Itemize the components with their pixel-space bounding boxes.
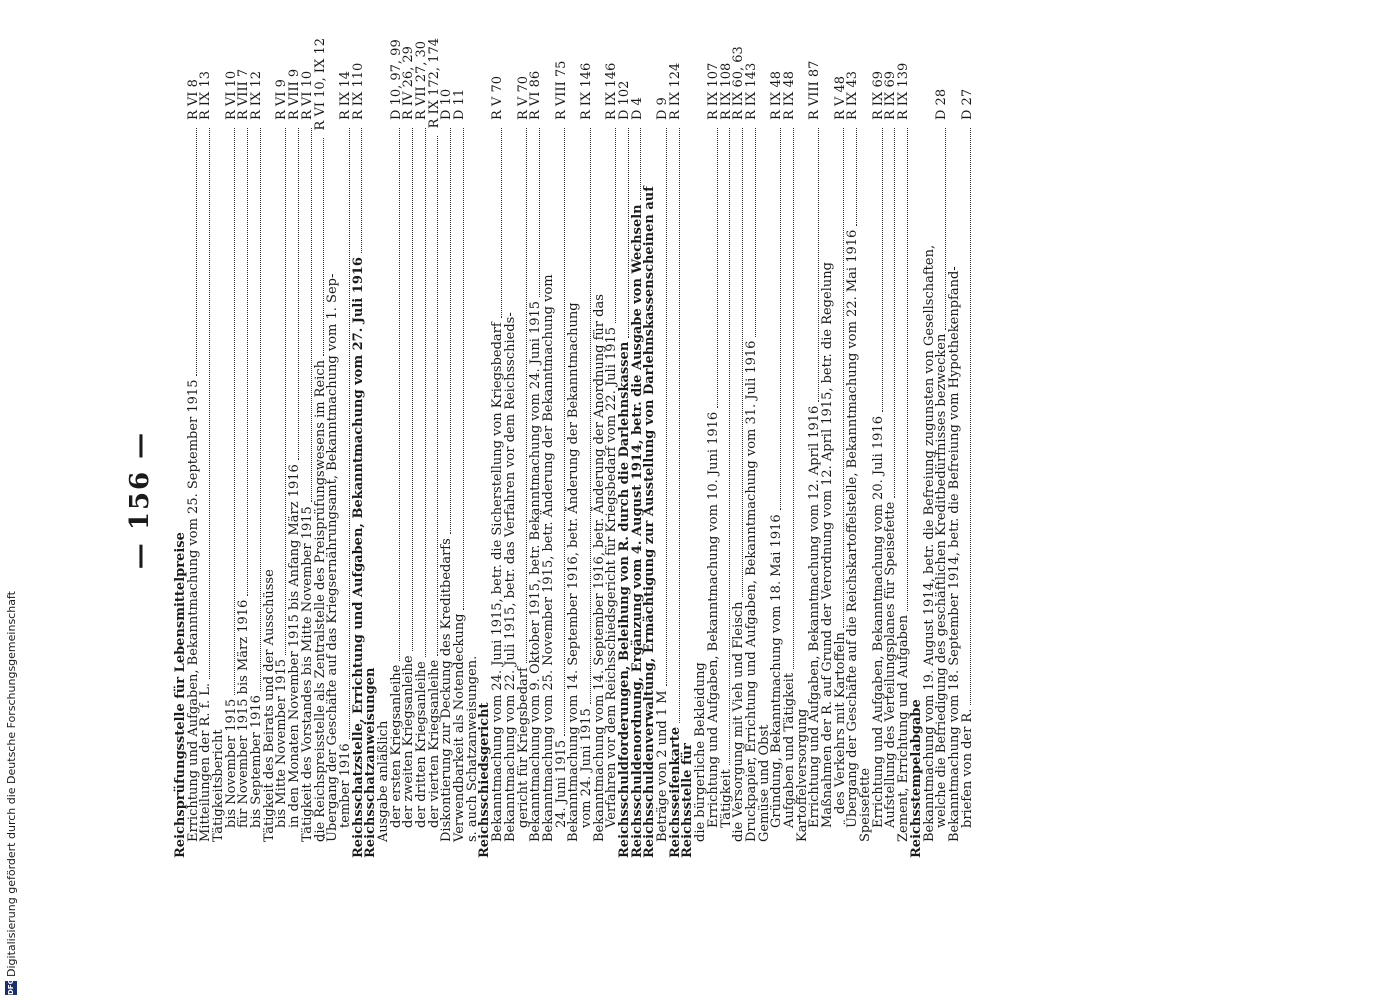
entry-reference: R VI 10, IX 12 xyxy=(312,38,328,131)
entry-reference: R VIII 7 xyxy=(236,68,252,120)
entry-text: Tätigkeitsbericht xyxy=(211,729,227,842)
entry-reference: R VI 8 xyxy=(185,79,201,120)
entry-reference: D 10 xyxy=(439,88,455,120)
entry-text: der dritten Kriegsanleihe xyxy=(414,661,430,828)
leader-dots xyxy=(450,128,451,534)
entry-text: in den Monaten November 1915 bis Anfang März 1916 xyxy=(287,464,303,828)
entry-text: Aufgaben und Tätigkeit xyxy=(781,672,797,828)
entry-text: bis November 1915 xyxy=(223,698,239,828)
entry-text: Verwendbarkeit als Notendeckung xyxy=(452,613,468,842)
entry-text: Reichsstelle für xyxy=(680,743,696,858)
entry-text: Reichsschuldenverwaltung, Ermächtigung zur Ausstellung von Darlehnskassenscheinen auf xyxy=(642,186,658,858)
entry-reference: R IX 13 xyxy=(198,71,214,120)
entry-text: Diskontierung zur Deckung des Kreditbedarfs xyxy=(439,538,455,842)
entry-text: Reichsschuldforderungen, Beleihung von R. durch die Darlehnskassen xyxy=(617,341,633,858)
entry-text: bis Mitte November 1915 xyxy=(274,658,290,828)
entry-reference: R VIII 75 xyxy=(553,60,569,120)
leader-dots xyxy=(717,128,718,408)
entry-reference: R VI 86 xyxy=(528,70,544,120)
leader-dots xyxy=(260,128,261,691)
leader-dots xyxy=(463,128,464,610)
entry-reference: R IX 110 xyxy=(350,62,366,120)
entry-text: des Verkehrs mit Kartoffeln xyxy=(832,632,848,814)
entry-text: Übergang der Geschäfte auf das Kriegsernährungsamt, Bekanntmachung vom 1. Sep- xyxy=(325,273,341,842)
entry-text: Speisefette xyxy=(858,767,874,842)
leader-dots xyxy=(945,128,946,330)
entry-text: gericht für Kriegsbedarf xyxy=(515,667,531,828)
entry-text: Reichsschuldenordnung, Ergänzung vom 4. August 1914, betr. die Ausgabe von Wechseln xyxy=(629,204,645,858)
entry-text: Maßnahmen der R. auf Grund der Verordnung vom 12. April 1915, betr. die Regelung xyxy=(820,262,836,828)
entry-reference: R VII 27, 30 xyxy=(414,40,430,120)
entry-reference: R IX 14 xyxy=(337,71,353,120)
entry-text: Gemüse und Obst xyxy=(756,724,772,842)
leader-dots xyxy=(590,128,591,704)
entry-text: Errichtung und Aufgaben, Bekanntmachung vom 10. Juni 1916 xyxy=(705,411,721,828)
footer-credit-bar xyxy=(2,591,24,995)
entry-reference: R IX 107 xyxy=(705,62,721,120)
entry-text: Bekanntmachung vom 19. August 1914, betr. die Befreiung zugunsten von Gesellschaften, xyxy=(921,244,937,842)
leader-dots xyxy=(742,128,743,597)
entry-text: welche die Befriedigung des geschäftlichen Kreditbedürfnisses bezwecken xyxy=(934,333,950,828)
entry-text: Zement, Errichtung und Aufgaben xyxy=(896,615,912,842)
entry-reference: D 9 xyxy=(655,97,671,120)
leader-dots xyxy=(856,128,857,226)
index-list xyxy=(172,38,1255,858)
leader-dots xyxy=(907,128,908,611)
leader-dots xyxy=(539,128,540,297)
leader-dots xyxy=(298,128,299,460)
entry-text: briefen von der R. xyxy=(959,708,975,828)
entry-reference: R IX 48 xyxy=(781,71,797,120)
entry-reference: R VI 9 xyxy=(274,79,290,120)
entry-text: der vierten Kriegsanleihe xyxy=(426,659,442,828)
entry-reference: R IX 146 xyxy=(604,62,620,120)
entry-reference: D 11 xyxy=(452,88,468,120)
entry-text: Reichsschatzanweisungen xyxy=(363,667,379,858)
leader-dots xyxy=(894,128,895,498)
entry-text: Bekanntmachung vom 9. Oktober 1915, betr. Bekanntmachung vom 24. Juni 1915 xyxy=(528,300,544,842)
leader-dots xyxy=(818,128,819,402)
leader-dots xyxy=(501,128,502,318)
leader-dots xyxy=(234,128,235,695)
entry-text: vom 24. Juni 1915 xyxy=(578,708,594,828)
entry-text: Kartoffelversorgung xyxy=(794,708,810,842)
entry-text: Bekanntmachung vom 25. November 1915, betr. Änderung der Bekanntmachung vom xyxy=(540,274,556,842)
leader-dots xyxy=(349,128,350,739)
entry-text: tember 1916 xyxy=(337,743,353,828)
entry-text: der zweiten Kriegsanleihe xyxy=(401,655,417,828)
leader-dots xyxy=(679,128,680,723)
index-entry xyxy=(705,38,721,858)
leader-dots xyxy=(640,128,641,200)
leader-dots xyxy=(628,128,629,338)
leader-dots xyxy=(196,128,197,376)
entry-text: Reichsschatzstelle, Errichtung und Aufgaben, Bekanntmachung vom 27. Juli 1916 xyxy=(350,257,366,858)
entry-reference: R IX 43 xyxy=(845,71,861,120)
index-entry xyxy=(847,38,860,858)
leader-dots xyxy=(526,128,527,663)
entry-reference: R IX 69 xyxy=(870,71,886,120)
entry-text: die Versorgung mit Vieh und Fleisch xyxy=(731,601,747,842)
leader-dots xyxy=(361,128,362,253)
leader-dots xyxy=(755,128,756,337)
leader-dots xyxy=(247,128,248,596)
entry-text: Gründung, Bekanntmachung vom 18. Mai 1916 xyxy=(769,514,785,828)
entry-text: Verfahren vor dem Reichsschiedsgericht für Kriegsbedarf vom 22. Juli 1915 xyxy=(604,326,620,828)
entry-text: für November 1915 bis März 1916 xyxy=(236,599,252,828)
entry-reference: R IX 143 xyxy=(743,62,759,120)
entry-text: Bekanntmachung vom 18. September 1914, betr. die Befreiung vom Hypothekenpfand- xyxy=(946,266,962,842)
entry-reference: R V 48 xyxy=(832,76,848,120)
entry-reference: R IX 48 xyxy=(769,71,785,120)
leader-dots xyxy=(209,128,210,679)
leader-dots xyxy=(615,128,616,323)
entry-reference: R V 70 xyxy=(515,76,531,120)
entry-text: die bürgerliche Bekleidung xyxy=(693,662,709,842)
entry-text: bis September 1916 xyxy=(249,695,265,828)
entry-reference: R IX 172, 174 xyxy=(426,38,442,129)
entry-text: Reichsschiedsgericht xyxy=(477,702,493,858)
leader-dots xyxy=(412,128,413,651)
entry-reference: D 4 xyxy=(629,97,645,120)
entry-reference: R IX 12 xyxy=(249,71,265,120)
entry-reference: R VIII 87 xyxy=(807,60,823,120)
entry-text: der ersten Kriegsanleihe xyxy=(388,664,404,828)
entry-text: Aufstellung des Verteilungsplanes für Speisefette xyxy=(883,501,899,828)
page-number: — 156 — xyxy=(125,430,155,570)
entry-text: die Reichspreisstelle als Zentralstelle des Preisprüfungswesens im Reich xyxy=(312,360,328,842)
leader-dots xyxy=(425,128,426,657)
entry-reference: R IX 60, 63 xyxy=(731,46,747,120)
entry-text: Bekanntmachung vom 14. September 1916, betr. Änderung der Anordnung für das xyxy=(591,294,607,842)
entry-reference: R VI 10 xyxy=(223,70,239,120)
entry-text: Bekanntmachung vom 22. Juli 1915, betr. das Verfahren vor dem Reichsschieds- xyxy=(502,312,518,842)
index-entry xyxy=(327,38,340,858)
entry-text: Errichtung und Aufgaben, Bekanntmachung vom 12. April 1916 xyxy=(807,405,823,828)
entry-text: Bekanntmachung vom 24. Juni 1915, betr. die Sicherstellung von Kriegsbedarf xyxy=(490,322,506,842)
leader-dots xyxy=(970,128,971,705)
entry-reference: R IX 124 xyxy=(667,62,683,120)
leader-dots xyxy=(729,128,730,765)
leader-dots xyxy=(780,128,781,510)
leader-dots xyxy=(311,128,312,502)
leader-dots xyxy=(882,128,883,412)
entry-reference: D 27 xyxy=(959,88,975,120)
entry-text: Errichtung und Aufgaben, Bekanntmachung vom 20. Juli 1916 xyxy=(870,416,886,828)
entry-text: Tätigkeit des Beirats und der Ausschüsse xyxy=(261,569,277,842)
entry-reference: D 102 xyxy=(617,80,633,120)
leader-dots xyxy=(793,128,794,669)
entry-text: Druckpapier, Errichtung und Aufgaben, Bekanntmachung vom 31. Juli 1916 xyxy=(743,340,759,842)
index-entry xyxy=(959,38,975,858)
entry-reference: R IV 26, 29 xyxy=(401,46,417,120)
entry-reference: R IX 146 xyxy=(578,62,594,120)
leader-dots xyxy=(399,128,400,661)
entry-reference: R IX 108 xyxy=(718,62,734,120)
footer-credit-text: Digitalisierung gefördert durch die Deutsche Forschungsgemeinschaft xyxy=(4,591,18,977)
entry-reference: D 28 xyxy=(934,88,950,120)
entry-reference: R V 70 xyxy=(490,76,506,120)
entry-reference: R IX 69 xyxy=(883,71,899,120)
leader-dots xyxy=(666,128,667,686)
entry-text: Reichsprüfungsstelle für Lebensmittelpreise xyxy=(172,532,188,858)
entry-text: Übergang der Geschäfte auf die Reichskartoffelstelle, Bekanntmachung vom 22. Mai 1916 xyxy=(845,229,861,828)
entry-text: Reichsseifenkarte xyxy=(667,726,683,858)
entry-reference: R VIII 9 xyxy=(287,68,303,120)
leader-dots xyxy=(437,136,438,655)
index-entry xyxy=(540,38,556,858)
entry-reference: D 10, 97, 99 xyxy=(388,39,404,120)
entry-text: Reichsstempelabgabe xyxy=(908,699,924,858)
entry-text: Mitteilungen der R. f. L. xyxy=(198,683,214,842)
dfg-logo-icon: DFG xyxy=(7,978,15,995)
entry-text: 24. Juni 1915 xyxy=(553,739,569,828)
entry-text: Errichtung und Aufgaben, Bekanntmachung vom 25. September 1915 xyxy=(185,379,201,842)
entry-text: Bekanntmachung vom 14. September 1916, betr. Änderung der Bekanntmachung xyxy=(566,302,582,842)
entry-reference: R IX 139 xyxy=(896,62,912,120)
entry-text: Ausgabe anläßlich xyxy=(375,720,391,842)
entry-text: Beträge von 2 und 1 M xyxy=(655,690,671,842)
entry-text: Tätigkeit des Vorstandes bis Mitte November 1915 xyxy=(299,506,315,842)
leader-dots xyxy=(285,128,286,655)
entry-reference: R VI 10 xyxy=(299,70,315,120)
entry-text: Tätigkeit xyxy=(718,769,734,828)
index-heading xyxy=(667,38,683,858)
entry-text: s. auch Schatzanweisungen. xyxy=(464,655,480,842)
